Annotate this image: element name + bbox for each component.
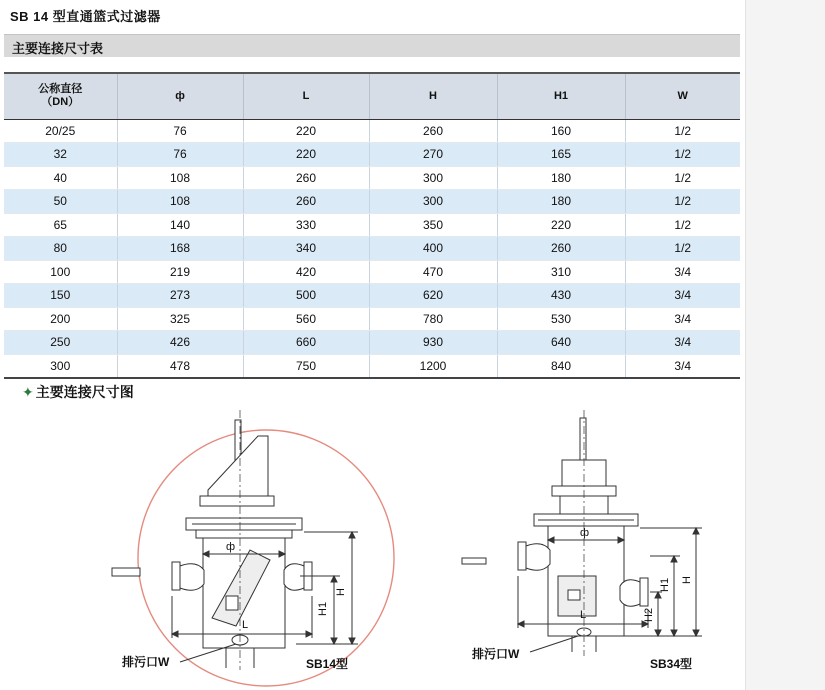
cell-h: 300 xyxy=(369,166,497,190)
header-dn-line1: 公称直径 xyxy=(38,83,83,96)
cell-phi: 273 xyxy=(117,284,243,308)
cell-l: 220 xyxy=(243,143,369,167)
sb34-h1-label: H1 xyxy=(659,577,671,592)
cell-dn: 80 xyxy=(4,237,117,261)
cell-h: 350 xyxy=(369,213,497,237)
cell-w: 3/4 xyxy=(625,331,740,355)
cell-w: 1/2 xyxy=(625,237,740,261)
cell-h: 300 xyxy=(369,190,497,214)
cell-h1: 160 xyxy=(497,119,625,143)
sb14-drawing xyxy=(112,410,394,686)
cell-h: 780 xyxy=(369,307,497,331)
sb34-drain-label: 排污口W xyxy=(472,647,520,661)
table-row xyxy=(4,307,740,331)
table-row xyxy=(4,237,740,261)
cell-phi: 478 xyxy=(117,354,243,378)
cell-h: 270 xyxy=(369,143,497,167)
sb34-model-label: SB34型 xyxy=(650,657,693,671)
sb34-lever xyxy=(580,418,586,460)
cell-phi: 140 xyxy=(117,213,243,237)
cell-dn: 65 xyxy=(4,213,117,237)
cell-phi: 108 xyxy=(117,190,243,214)
cell-h1: 260 xyxy=(497,237,625,261)
cell-dn: 20/25 xyxy=(4,119,117,143)
document-title: SB 14 型直通篮式过滤器 xyxy=(10,9,161,24)
page-side-strip xyxy=(745,0,825,690)
cell-h1: 430 xyxy=(497,284,625,308)
header-h1: H1 xyxy=(497,73,625,119)
cell-l: 560 xyxy=(243,307,369,331)
cell-h: 400 xyxy=(369,237,497,261)
sb34-inlet-flange xyxy=(518,542,526,570)
header-phi: ф xyxy=(117,73,243,119)
cell-w: 3/4 xyxy=(625,260,740,284)
cell-w: 1/2 xyxy=(625,166,740,190)
sb14-drain-label: 排污口W xyxy=(122,655,170,669)
cell-h1: 180 xyxy=(497,166,625,190)
cell-h: 470 xyxy=(369,260,497,284)
section-title: 主要连接尺寸表 xyxy=(12,41,104,56)
table-row xyxy=(4,284,740,308)
header-h: H xyxy=(369,73,497,119)
cell-phi: 325 xyxy=(117,307,243,331)
table-row xyxy=(4,190,740,214)
cell-dn: 250 xyxy=(4,331,117,355)
cell-h1: 165 xyxy=(497,143,625,167)
cell-dn: 50 xyxy=(4,190,117,214)
sb34-h2-label: H2 xyxy=(643,607,655,622)
cell-l: 330 xyxy=(243,213,369,237)
cell-w: 1/2 xyxy=(625,119,740,143)
cell-h: 1200 xyxy=(369,354,497,378)
table-row xyxy=(4,354,740,378)
header-l: L xyxy=(243,73,369,119)
cell-h: 620 xyxy=(369,284,497,308)
table-row xyxy=(4,213,740,237)
sb14-model-label: SB14型 xyxy=(306,657,349,671)
header-w: W xyxy=(625,73,740,119)
table-row xyxy=(4,166,740,190)
cell-h1: 530 xyxy=(497,307,625,331)
sb34-phi-label: ф xyxy=(580,527,590,539)
cell-phi: 168 xyxy=(117,237,243,261)
table-row xyxy=(4,331,740,355)
cell-w: 3/4 xyxy=(625,307,740,331)
sb34-outlet-flange xyxy=(640,578,648,606)
section-bar xyxy=(4,34,740,57)
header-dn-line2: （DN） xyxy=(41,96,80,109)
cell-phi: 219 xyxy=(117,260,243,284)
star-icon: ✦ xyxy=(22,384,34,400)
drawing-section-label: 主要连接尺寸图 xyxy=(35,384,134,400)
cell-h1: 640 xyxy=(497,331,625,355)
cell-h1: 840 xyxy=(497,354,625,378)
cell-w: 1/2 xyxy=(625,143,740,167)
sb14-h1-label: H1 xyxy=(317,601,329,616)
cell-l: 750 xyxy=(243,354,369,378)
table-header-row xyxy=(4,73,740,119)
cell-dn: 150 xyxy=(4,284,117,308)
cell-w: 1/2 xyxy=(625,213,740,237)
cell-phi: 76 xyxy=(117,119,243,143)
sb14-l-label: L xyxy=(242,619,249,631)
cell-h: 930 xyxy=(369,331,497,355)
cell-l: 420 xyxy=(243,260,369,284)
cell-dn: 40 xyxy=(4,166,117,190)
cell-h1: 220 xyxy=(497,213,625,237)
cell-dn: 300 xyxy=(4,354,117,378)
drawing-section-title xyxy=(22,382,134,402)
header-dn xyxy=(4,73,117,119)
cell-w: 3/4 xyxy=(625,354,740,378)
dimension-table xyxy=(4,72,740,379)
cell-h1: 310 xyxy=(497,260,625,284)
sb14-h-label: H xyxy=(335,588,347,596)
cell-phi: 426 xyxy=(117,331,243,355)
sb34-h-label: H xyxy=(681,576,693,584)
sb34-l-label: L xyxy=(580,609,587,621)
cell-l: 260 xyxy=(243,190,369,214)
cell-l: 660 xyxy=(243,331,369,355)
cell-l: 260 xyxy=(243,166,369,190)
cell-dn: 32 xyxy=(4,143,117,167)
cell-h: 260 xyxy=(369,119,497,143)
cell-dn: 100 xyxy=(4,260,117,284)
sb14-inlet-flange xyxy=(172,562,180,590)
cell-dn: 200 xyxy=(4,307,117,331)
cell-w: 3/4 xyxy=(625,284,740,308)
table-row xyxy=(4,119,740,143)
table-row xyxy=(4,260,740,284)
cell-h1: 180 xyxy=(497,190,625,214)
cell-phi: 108 xyxy=(117,166,243,190)
sb14-phi-label: ф xyxy=(226,541,236,553)
cell-l: 220 xyxy=(243,119,369,143)
cell-l: 340 xyxy=(243,237,369,261)
cell-l: 500 xyxy=(243,284,369,308)
cell-w: 1/2 xyxy=(625,190,740,214)
table-row xyxy=(4,143,740,167)
dimension-drawings xyxy=(0,400,745,690)
cell-phi: 76 xyxy=(117,143,243,167)
